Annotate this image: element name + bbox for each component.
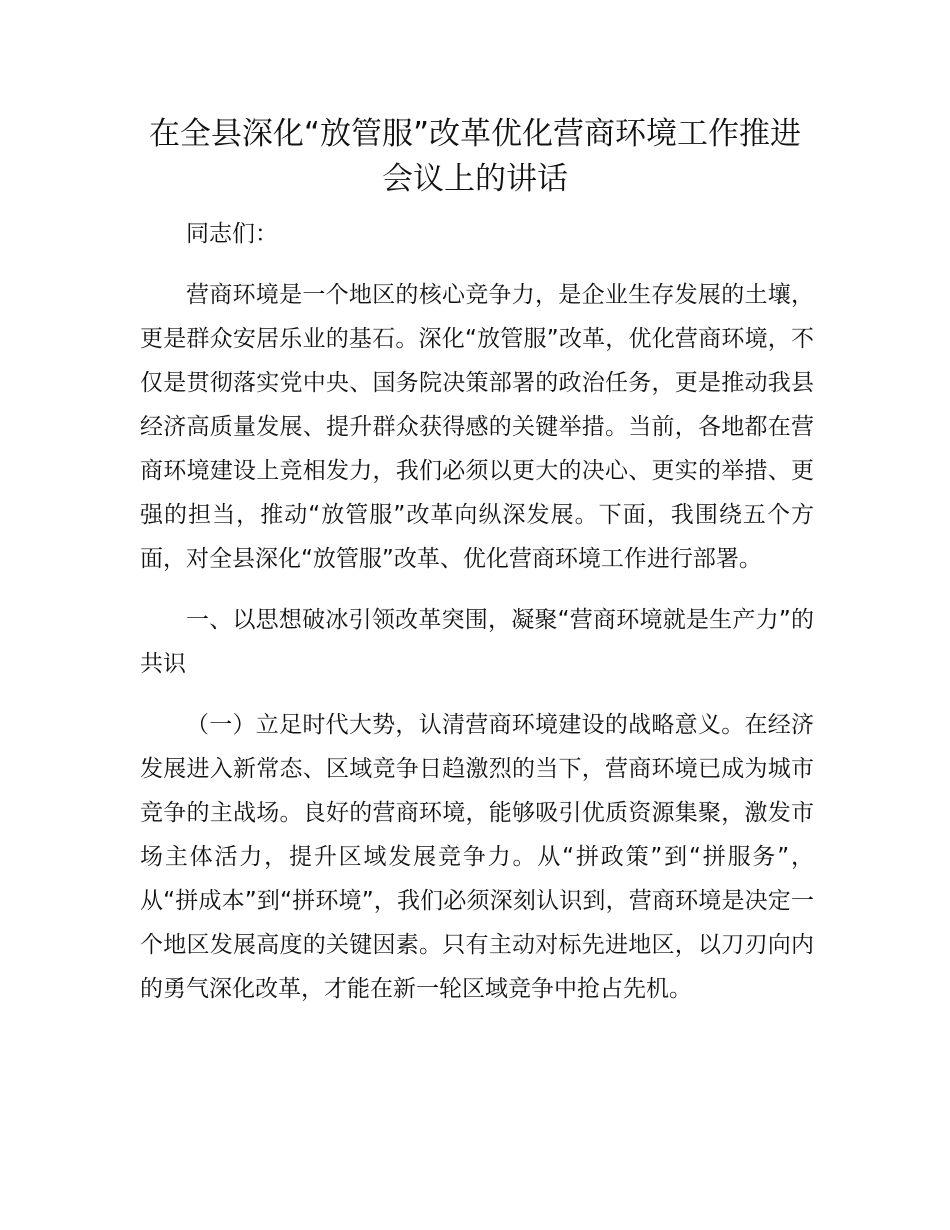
document-body (140, 212, 814, 1011)
paragraph-intro: 营商环境是一个地区的核心竞争力，是企业生存发展的土壤，更是群众安居乐业的基石。深化“放管服”改革，优化营商环境，不仅是贯彻落实党中央、国务院决策部署的政治任务，更是推动我县经济高质量发展、提升群众获得感的关键举措。当前，各地都在营商环境建设上竞相发力，我们必须以更大的决心、更实的举措、更强的担当，推动“放管服”改革向纵深发展。下面，我围绕五个方面，对全县深化“放管服”改革、优化营商环境工作进行部署。 (140, 282, 814, 572)
document-title: 在全县深化“放管服”改革优化营商环境工作推进会议上的讲话 (148, 116, 802, 197)
salutation: 同志们： (186, 221, 278, 247)
paragraph-1-1: （一）立足时代大势，认清营商环境建设的战略意义。在经济发展进入新常态、区域竞争日趋激烈的当下，营商环境已成为城市竞争的主战场。良好的营商环境，能够吸引优质资源集聚，激发市场主体活力，提升区域发展竞争力。从“拼政策”到“拼服务”，从“拼成本”到“拼环境”，我们必须深刻认识到，营商环境是决定一个地区发展高度的关键因素。只有主动对标先进地区，以刀刃向内的勇气深化改革，才能在新一轮区域竞争中抢占先机。 (140, 712, 814, 1002)
section-heading-1: 一、以思想破冰引领改革突围，凝聚“营商环境就是生产力”的共识 (140, 607, 814, 677)
